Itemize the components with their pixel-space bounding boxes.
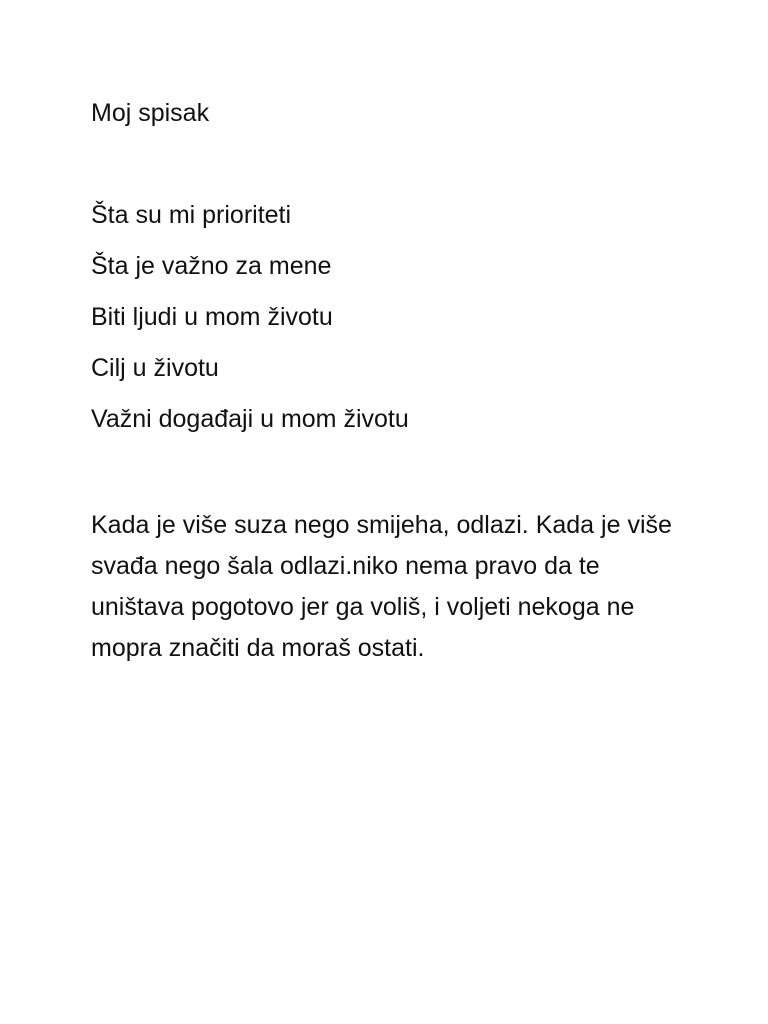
priority-list	[91, 198, 409, 453]
document-content	[91, 96, 691, 662]
list-item: Šta je važno za mene	[91, 252, 332, 280]
list-item: Šta su mi prioriteti	[91, 201, 292, 229]
body-paragraph: Kada je više suza nego smijeha, odlazi. Kada je više svađa nego šala odlazi.niko nema pravo da te uništava pogotovo jer ga voliš, i voljeti nekoga ne mopra značiti da moraš ostati.	[91, 511, 672, 662]
list-item: Biti ljudi u mom životu	[91, 303, 333, 331]
document-title: Moj spisak	[91, 99, 210, 127]
list-item: Cilj u životu	[91, 354, 219, 382]
list-item: Važni događaji u mom životu	[91, 405, 409, 433]
